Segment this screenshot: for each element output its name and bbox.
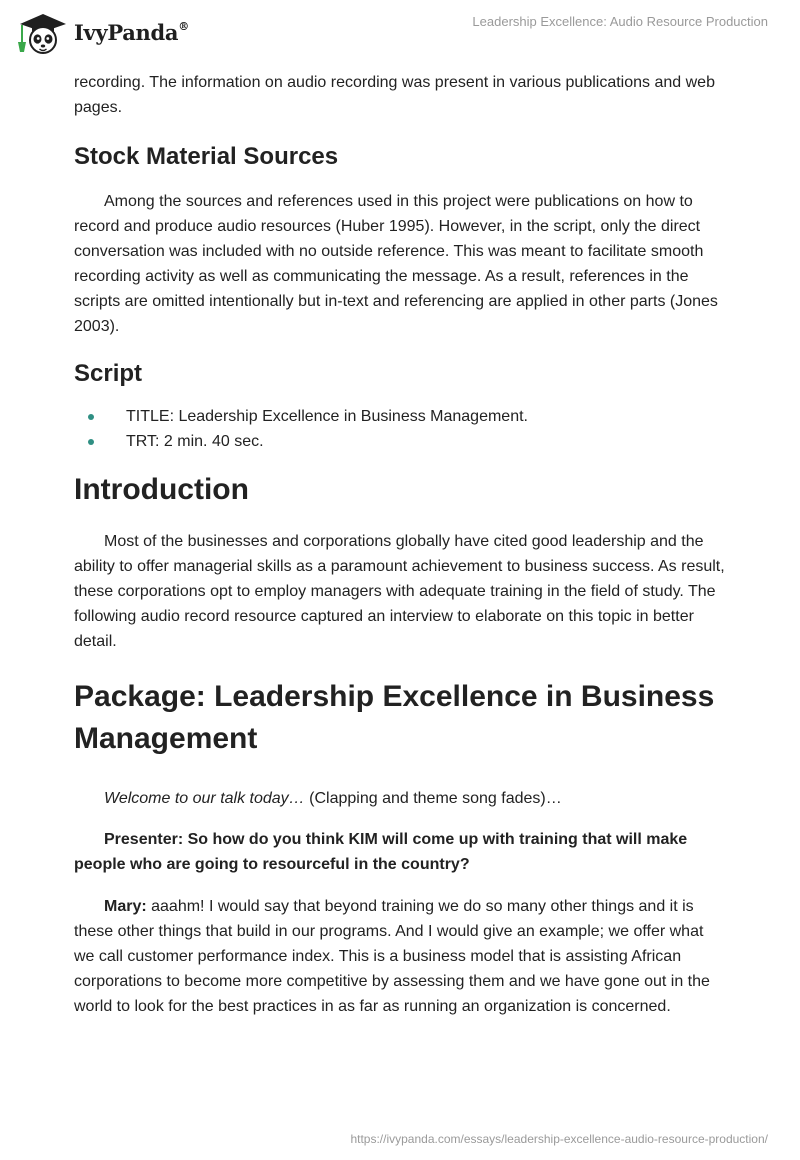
bullet-icon	[88, 439, 94, 445]
heading-script: Script	[74, 360, 143, 387]
essay-content	[74, 70, 726, 1019]
presenter-question: Presenter: So how do you think KIM will come up with training that will make people who are going to resourceful in the country?	[74, 831, 688, 873]
heading-package: Package: Leadership Excellence in Business Management	[74, 680, 715, 755]
mary-answer: Mary: aaahm! I would say that beyond training we do so many other things and it is these other things that build in our programs. And I would give an example; we offer what we call customer performance index. This is a business model that is assisting African corporations to become more competitive by assessing them and we have gone out in the world to look for the best practices in as far as running an organization is concerned.	[74, 898, 710, 1015]
list-item: TITLE: Leadership Excellence in Business Management.	[74, 404, 726, 429]
bullet-icon	[88, 414, 94, 420]
source-url[interactable]: https://ivypanda.com/essays/leadership-excellence-audio-resource-production/	[350, 1132, 768, 1146]
script-list	[74, 404, 726, 454]
heading-stock-material-sources: Stock Material Sources	[74, 143, 339, 170]
page-header	[0, 0, 800, 64]
welcome-line: Welcome to our talk today… (Clapping and theme song fades)…	[104, 790, 562, 807]
intro-paragraph: recording. The information on audio recording was present in various publications and web pages.	[74, 74, 715, 116]
panda-graduation-cap-icon	[14, 8, 72, 56]
ivypanda-logo[interactable]	[14, 8, 189, 56]
introduction-paragraph: Most of the businesses and corporations globally have cited good leadership and the ability to offer managerial skills as a paramount achievement to business success. As result, these corporations opt to employ managers with adequate training in the field of study. The following audio record resource captured an interview to elaborate on this topic in better detail.	[74, 533, 725, 650]
heading-introduction: Introduction	[74, 473, 249, 506]
logo-wordmark: IvyPanda®	[74, 19, 189, 45]
document-title: Leadership Excellence: Audio Resource Production	[472, 14, 768, 29]
stock-paragraph: Among the sources and references used in this project were publications on how to record and produce audio resources (Huber 1995). However, in the script, only the direct conversation was included with no outside reference. This was meant to facilitate smooth recording activity as well as communicating the message. As a result, references in the scripts are omitted intentionally but in-text and referencing are applied in other parts (Jones 2003).	[74, 193, 718, 335]
list-item: TRT: 2 min. 40 sec.	[74, 429, 726, 454]
